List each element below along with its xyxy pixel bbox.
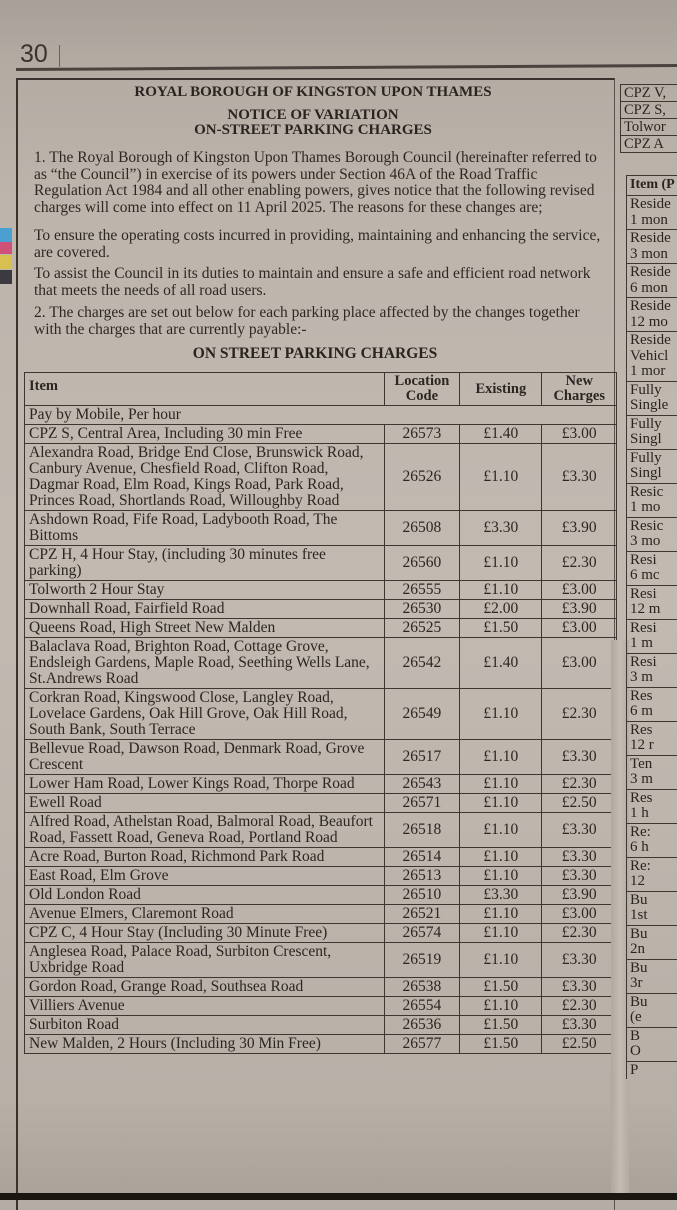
row-location-code: 26530 — [384, 600, 460, 619]
row-location-code: 26526 — [384, 444, 460, 511]
row-location-code: 26555 — [384, 581, 460, 600]
paragraph-1: 1. The Royal Borough of Kingston Upon Thames Borough Council (hereinafter referred to as “the Council”) in exercise of its powers under Section 46A of the Road Traffic Regulation Act 1984 and all other enabling powers, gives notice that the following revised charges will come into effect on 11 April 2025. The reasons for these changes are; — [34, 149, 597, 216]
permit-row-text: 6 m — [630, 703, 653, 719]
table-row — [25, 619, 617, 638]
permit-row — [626, 789, 677, 823]
row-location-code: 26542 — [384, 638, 460, 689]
permit-row-text: Resic — [630, 517, 664, 534]
table-row — [25, 943, 617, 978]
row-location-code: 26521 — [384, 905, 460, 924]
permit-row — [626, 823, 677, 857]
table-title: ON STREET PARKING CHARGES — [192, 345, 438, 362]
table-row — [25, 1035, 617, 1054]
row-new-charge: £3.30 — [542, 848, 617, 867]
row-existing-charge: £1.10 — [460, 775, 542, 794]
permit-row-text: Reside — [630, 298, 671, 314]
table-row — [25, 1016, 617, 1035]
row-item: Villiers Avenue — [25, 997, 385, 1016]
row-item: Downhall Road, Fairfield Road — [25, 600, 385, 619]
permit-row-text: Res — [630, 687, 653, 704]
page-number-rule — [59, 45, 60, 67]
row-item: Old London Road — [25, 886, 385, 905]
row-item: Avenue Elmers, Claremont Road — [25, 905, 385, 924]
row-item: Ashdown Road, Fife Road, Ladybooth Road, The Bittoms — [25, 511, 385, 546]
permit-row-text: 3 m — [630, 669, 653, 685]
permit-row — [626, 687, 677, 721]
row-new-charge: £3.30 — [542, 867, 617, 886]
row-location-code: 26508 — [384, 511, 460, 546]
permit-row-text: Reside — [630, 196, 671, 212]
permit-row — [626, 959, 677, 993]
table-row — [25, 924, 617, 943]
row-existing-charge: £1.10 — [460, 740, 542, 775]
row-existing-charge: £1.10 — [460, 848, 542, 867]
permit-row — [626, 517, 677, 551]
row-location-code: 26573 — [384, 425, 460, 444]
permit-row — [626, 263, 677, 297]
row-existing-charge: £2.00 — [460, 600, 542, 619]
row-new-charge: £3.90 — [542, 600, 617, 619]
row-new-charge: £3.30 — [542, 813, 617, 848]
permit-row-text: Fully — [630, 381, 662, 398]
row-item: Anglesea Road, Palace Road, Surbiton Crescent, Uxbridge Road — [25, 943, 385, 978]
row-item: New Malden, 2 Hours (Including 30 Min Free) — [25, 1035, 385, 1054]
row-new-charge: £3.00 — [542, 905, 617, 924]
adjacent-zone-table — [620, 84, 677, 153]
row-item: CPZ S, Central Area, Including 30 min Free — [25, 425, 385, 444]
row-location-code: 26538 — [384, 978, 460, 997]
table-row — [25, 581, 617, 600]
permit-row — [626, 195, 677, 229]
row-new-charge: £3.30 — [542, 943, 617, 978]
permit-row — [626, 415, 677, 449]
row-item: Ewell Road — [25, 794, 385, 813]
adjacent-zone-cell: CPZ V, — [620, 84, 677, 101]
permit-row-text: 3r — [630, 975, 643, 991]
row-item: Alexandra Road, Bridge End Close, Brunswick Road, Canbury Avenue, Chesfield Road, Clifton Road, Dagmar Road, Elm Road, Kings Road, Park Road, Princes Road, Shortlands Road, Willoughby Road — [25, 444, 385, 511]
permit-row-text: 6 mon — [630, 279, 668, 296]
row-new-charge: £3.30 — [542, 1016, 617, 1035]
permit-row-text: 12 m — [630, 601, 661, 617]
permit-row-text: Resic — [630, 483, 664, 500]
permit-row — [626, 381, 677, 415]
row-new-charge: £2.30 — [542, 546, 617, 581]
permit-row — [626, 925, 677, 959]
row-new-charge: £2.30 — [542, 775, 617, 794]
page-bottom-edge — [0, 1193, 677, 1200]
row-new-charge: £3.90 — [542, 511, 617, 546]
permit-row-text: Fully — [630, 415, 662, 432]
adjacent-zone-cell: CPZ S, — [620, 101, 677, 118]
permit-row-text: Reside — [630, 332, 671, 348]
table-row — [25, 775, 617, 794]
row-existing-charge: £1.10 — [460, 997, 542, 1016]
row-location-code: 26574 — [384, 924, 460, 943]
permit-row-text: Bu — [630, 959, 648, 976]
row-new-charge: £3.00 — [542, 638, 617, 689]
column-header-item: Item — [25, 373, 385, 406]
table-row — [25, 511, 617, 546]
table-header-row — [25, 373, 617, 406]
permit-row-text: O — [630, 1043, 641, 1059]
notice-subject-heading: ON-STREET PARKING CHARGES — [194, 122, 432, 138]
row-existing-charge: £1.10 — [460, 943, 542, 978]
permit-row — [626, 229, 677, 263]
permit-row-text: B — [630, 1027, 641, 1044]
permit-row-text: 6 mc — [630, 567, 660, 583]
table-row — [25, 794, 617, 813]
permit-row-text: 12 r — [630, 737, 654, 753]
permit-row-text: 3 mon — [630, 245, 668, 262]
row-existing-charge: £1.40 — [460, 638, 542, 689]
permit-row — [626, 993, 677, 1027]
row-new-charge: £2.30 — [542, 997, 617, 1016]
table-row — [25, 689, 617, 740]
row-new-charge: £3.00 — [542, 581, 617, 600]
row-existing-charge: £1.10 — [460, 867, 542, 886]
row-new-charge: £3.30 — [542, 978, 617, 997]
permit-row-text: Resi — [630, 619, 657, 636]
row-item: Corkran Road, Kingswood Close, Langley Road, Lovelace Gardens, Oak Hill Grove, Oak Hill Road, South Bank, South Terrace — [25, 689, 385, 740]
permit-row-text: 1 mor — [630, 363, 666, 379]
row-existing-charge: £1.50 — [460, 1016, 542, 1035]
permit-row-text: 1st — [630, 907, 648, 923]
permit-row — [626, 483, 677, 517]
row-existing-charge: £1.10 — [460, 794, 542, 813]
permit-row-text: 3 m — [630, 771, 653, 787]
permit-row-text: Bu — [630, 993, 648, 1010]
permit-row-text: 1 mo — [630, 499, 661, 515]
permit-row — [626, 449, 677, 483]
row-existing-charge: £1.50 — [460, 619, 542, 638]
permit-row-text: 6 h — [630, 839, 649, 855]
permit-row — [626, 619, 677, 653]
row-location-code: 26517 — [384, 740, 460, 775]
permit-row-text: Fully — [630, 449, 662, 466]
row-item: Gordon Road, Grange Road, Southsea Road — [25, 978, 385, 997]
row-item: CPZ H, 4 Hour Stay, (including 30 minutes free parking) — [25, 546, 385, 581]
row-new-charge: £3.90 — [542, 886, 617, 905]
permit-row-text: Resi — [630, 653, 657, 670]
permit-row — [626, 331, 677, 381]
row-existing-charge: £1.10 — [460, 444, 542, 511]
permit-row — [626, 551, 677, 585]
adjacent-zone-cell: Tolwor — [620, 118, 677, 135]
permit-row-text: Reside — [630, 264, 671, 280]
paragraph-2: 2. The charges are set out below for each parking place affected by the changes together with the charges that are currently payable:- — [34, 304, 580, 338]
row-item: Alfred Road, Athelstan Road, Balmoral Road, Beaufort Road, Fassett Road, Geneva Road, Portland Road — [25, 813, 385, 848]
permit-row-text: 12 — [630, 873, 645, 889]
table-row — [25, 638, 617, 689]
row-location-code: 26513 — [384, 867, 460, 886]
reason-2: To assist the Council in its duties to maintain and ensure a safe and efficient road network that meets the needs of all road users. — [34, 265, 591, 299]
parking-charges-table — [24, 372, 617, 1054]
permit-row-text: Singl — [630, 465, 662, 481]
row-location-code: 26536 — [384, 1016, 460, 1035]
permit-row — [626, 1061, 677, 1080]
permit-row — [626, 755, 677, 789]
permit-row — [626, 891, 677, 925]
row-item: Lower Ham Road, Lower Kings Road, Thorpe Road — [25, 775, 385, 794]
print-registration-mark-cyan — [0, 228, 12, 242]
section-label: Pay by Mobile, Per hour — [25, 406, 617, 425]
row-location-code: 26518 — [384, 813, 460, 848]
reason-1: To ensure the operating costs incurred in providing, maintaining and enhancing the service, are covered. — [34, 227, 601, 261]
row-existing-charge: £3.30 — [460, 511, 542, 546]
row-new-charge: £2.50 — [542, 1035, 617, 1054]
adjacent-zone-cell: CPZ A — [620, 135, 677, 153]
permit-row-text: Resi — [630, 585, 657, 602]
row-new-charge: £3.00 — [542, 425, 617, 444]
permit-row-text: 1 h — [630, 805, 649, 821]
permit-row-text: Ten — [630, 755, 653, 772]
row-item: Balaclava Road, Brighton Road, Cottage Grove, Endsleigh Gardens, Maple Road, Seething Wells Lane, St.Andrews Road — [25, 638, 385, 689]
permit-row-text: Bu — [630, 891, 648, 908]
permit-row-text: Re: — [630, 857, 651, 874]
permit-row — [626, 653, 677, 687]
row-location-code: 26571 — [384, 794, 460, 813]
permit-row-text: Resi — [630, 551, 657, 568]
row-location-code: 26543 — [384, 775, 460, 794]
row-item: Acre Road, Burton Road, Richmond Park Road — [25, 848, 385, 867]
table-row — [25, 867, 617, 886]
row-existing-charge: £1.50 — [460, 978, 542, 997]
permit-row-text: Re: — [630, 823, 651, 840]
permit-row-text: Single — [630, 397, 669, 413]
column-header-new-charges: New Charges — [542, 373, 617, 406]
table-row — [25, 886, 617, 905]
column-header-location-code: Location Code — [384, 373, 460, 406]
row-item: Queens Road, High Street New Malden — [25, 619, 385, 638]
row-existing-charge: £1.10 — [460, 689, 542, 740]
table-row — [25, 600, 617, 619]
row-item: Tolworth 2 Hour Stay — [25, 581, 385, 600]
row-location-code: 26519 — [384, 943, 460, 978]
row-item: Bellevue Road, Dawson Road, Denmark Road, Grove Crescent — [25, 740, 385, 775]
row-location-code: 26577 — [384, 1035, 460, 1054]
row-new-charge: £3.30 — [542, 444, 617, 511]
permit-row-text: 1 mon — [630, 211, 668, 228]
row-new-charge: £3.30 — [542, 740, 617, 775]
permit-table-header: Item (P — [626, 175, 677, 195]
page-number: 30 — [20, 40, 48, 68]
permit-row — [626, 1027, 677, 1061]
row-existing-charge: £3.30 — [460, 886, 542, 905]
print-registration-mark-black — [0, 270, 12, 284]
row-location-code: 26525 — [384, 619, 460, 638]
column-header-existing: Existing — [460, 373, 542, 406]
row-new-charge: £2.30 — [542, 924, 617, 943]
table-row — [25, 905, 617, 924]
print-registration-mark-yellow — [0, 255, 12, 269]
permit-row-text: 2n — [630, 941, 645, 957]
row-new-charge: £2.50 — [542, 794, 617, 813]
row-existing-charge: £1.10 — [460, 905, 542, 924]
table-row — [25, 978, 617, 997]
permit-row — [626, 585, 677, 619]
permit-row — [626, 297, 677, 331]
row-existing-charge: £1.10 — [460, 924, 542, 943]
row-location-code: 26549 — [384, 689, 460, 740]
permit-row-text: Res — [630, 789, 653, 806]
permit-row — [626, 721, 677, 755]
permit-row-text: P — [630, 1061, 639, 1078]
permit-row-text: 3 mo — [630, 533, 661, 549]
row-existing-charge: £1.50 — [460, 1035, 542, 1054]
section-row — [25, 406, 617, 425]
table-row — [25, 813, 617, 848]
permit-row-text: Bu — [630, 925, 648, 942]
permit-row-text: Res — [630, 721, 653, 738]
permit-row-text: Reside — [630, 230, 671, 246]
row-location-code: 26510 — [384, 886, 460, 905]
permit-row — [626, 857, 677, 891]
permit-row-text: 1 m — [630, 635, 653, 651]
row-item: CPZ C, 4 Hour Stay (Including 30 Minute Free) — [25, 924, 385, 943]
table-row — [25, 740, 617, 775]
permit-row-text: 12 mo — [630, 313, 668, 330]
notice-type-heading: NOTICE OF VARIATION — [227, 107, 399, 123]
permit-row-text: (e — [630, 1009, 642, 1025]
row-existing-charge: £1.10 — [460, 546, 542, 581]
table-row — [25, 444, 617, 511]
row-existing-charge: £1.40 — [460, 425, 542, 444]
adjacent-permit-table — [626, 175, 677, 1079]
print-registration-mark-magenta — [0, 242, 12, 254]
row-existing-charge: £1.10 — [460, 581, 542, 600]
authority-heading: ROYAL BOROUGH OF KINGSTON UPON THAMES — [134, 84, 492, 100]
row-location-code: 26514 — [384, 848, 460, 867]
row-item: Surbiton Road — [25, 1016, 385, 1035]
table-row — [25, 546, 617, 581]
table-row — [25, 425, 617, 444]
row-location-code: 26560 — [384, 546, 460, 581]
row-new-charge: £3.00 — [542, 619, 617, 638]
permit-row-text: Vehicl — [630, 347, 669, 364]
table-row — [25, 997, 617, 1016]
row-location-code: 26554 — [384, 997, 460, 1016]
row-item: East Road, Elm Grove — [25, 867, 385, 886]
row-new-charge: £2.30 — [542, 689, 617, 740]
permit-row-text: Singl — [630, 431, 662, 447]
table-row — [25, 848, 617, 867]
row-existing-charge: £1.10 — [460, 813, 542, 848]
